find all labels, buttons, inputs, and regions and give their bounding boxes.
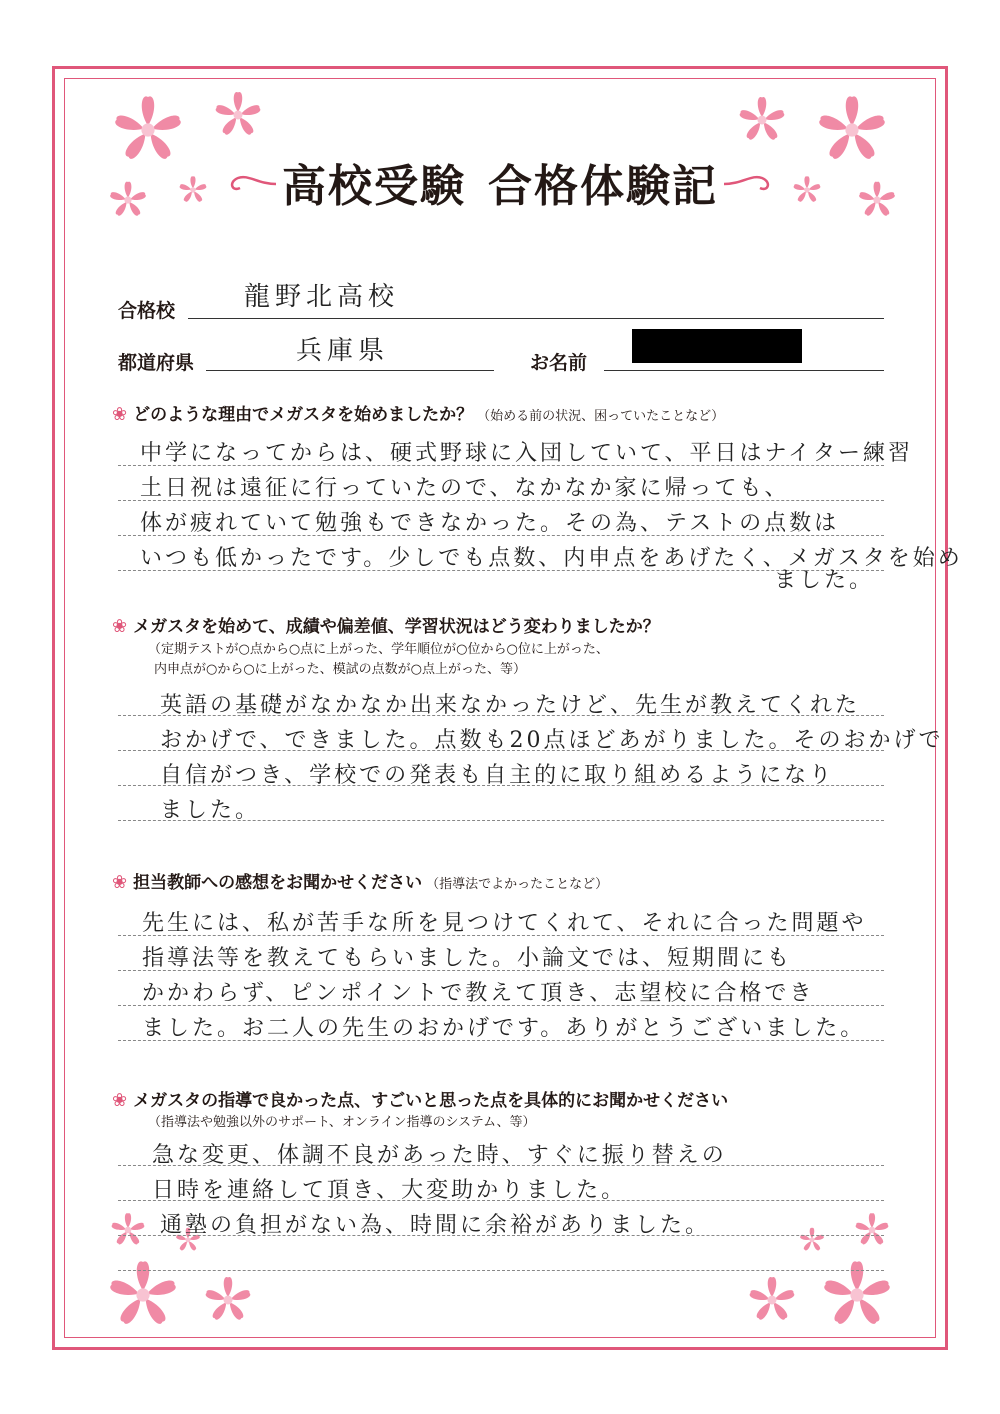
q2-answer-line: おかげで、できました。点数も20点ほどあがりました。そのおかげで	[160, 728, 944, 753]
q4-note: （指導法や勉強以外のサポート、オンライン指導のシステム、等）	[148, 1115, 536, 1130]
title-flourish-right-icon	[722, 170, 782, 194]
school-label: 合格校	[118, 300, 176, 322]
q4-answer-line: 急な変更、体調不良があった時、すぐに振り替えの	[152, 1143, 727, 1168]
name-label: お名前	[530, 352, 588, 374]
cherry-blossom-bottom-right-icon	[712, 1200, 912, 1345]
q3-answer-line: かかわらず、ピンポイントで教えて頂き、志望校に合格でき	[142, 981, 815, 1006]
name-underline	[604, 370, 884, 371]
prefecture-value: 兵庫県	[296, 336, 390, 366]
q3-heading: ❀ 担当教師への感想をお聞かせください （指導法でよかったことなど）	[112, 872, 609, 893]
page-title	[0, 150, 1000, 214]
name-redaction	[632, 329, 802, 363]
q3-answer-line: 先生には、私が苦手な所を見つけてくれて、それに合った問題や	[142, 911, 867, 936]
q3-answer-line: ました。お二人の先生のおかげです。ありがとうございました。	[142, 1016, 866, 1041]
q4-heading: ❀ メガスタの指導で良かった点、すごいと思った点を具体的にお聞かせください	[112, 1090, 729, 1111]
q1-answer-line: ました。	[774, 568, 875, 593]
q2-answer-line: 英語の基礎がなかなか出来なかったけど、先生が教えてくれた	[160, 693, 861, 718]
school-value: 龍野北高校	[244, 282, 400, 312]
sakura-bullet-icon: ❀	[112, 1090, 128, 1111]
q2-note: （定期テストが○点から○点に上がった、学年順位が○位から○位に上がった、	[148, 642, 609, 657]
q2-note: 内申点が○から○に上がった、模試の点数が○点上がった、等）	[154, 662, 527, 677]
q1-answer-line: 体が疲れていて勉強もできなかった。その為、テストの点数は	[140, 511, 840, 536]
prefecture-label: 都道府県	[118, 352, 195, 374]
sakura-bullet-icon: ❀	[112, 404, 128, 425]
sakura-bullet-icon: ❀	[112, 872, 128, 893]
title-part1: 高校受験	[282, 161, 466, 212]
q4-answer-line: 日時を連絡して頂き、大変助かりました。	[152, 1178, 627, 1203]
q4-rule	[118, 1270, 884, 1271]
prefecture-underline	[206, 370, 494, 371]
q3-answer-line: 指導法等を教えてもらいました。小論文では、短期間にも	[142, 946, 793, 971]
q1-heading: ❀ どのような理由でメガスタを始めましたか？ （始める前の状況、困っていたことなど）	[112, 404, 725, 425]
q2-answer-line: 自信がつき、学校での発表も自主的に取り組めるようになり	[160, 763, 835, 788]
q1-answer-line: 中学になってからは、硬式野球に入団していて、平日はナイター練習	[140, 441, 914, 466]
title-part2: 合格体験記	[488, 161, 718, 212]
q4-answer-line: 通塾の負担がない為、時間に余裕がありました。	[160, 1213, 711, 1238]
q1-answer-line: いつも低かったです。少しでも点数、内申点をあげたく、メガスタを始め	[140, 546, 963, 571]
school-underline	[188, 318, 884, 319]
sakura-bullet-icon: ❀	[112, 616, 128, 637]
q2-heading: ❀ メガスタを始めて、成績や偏差値、学習状況はどう変わりましたか？	[112, 616, 660, 637]
q1-answer-line: 土日祝は遠征に行っていたので、なかなか家に帰っても、	[140, 476, 790, 501]
q2-answer-line: ました。	[160, 798, 261, 823]
